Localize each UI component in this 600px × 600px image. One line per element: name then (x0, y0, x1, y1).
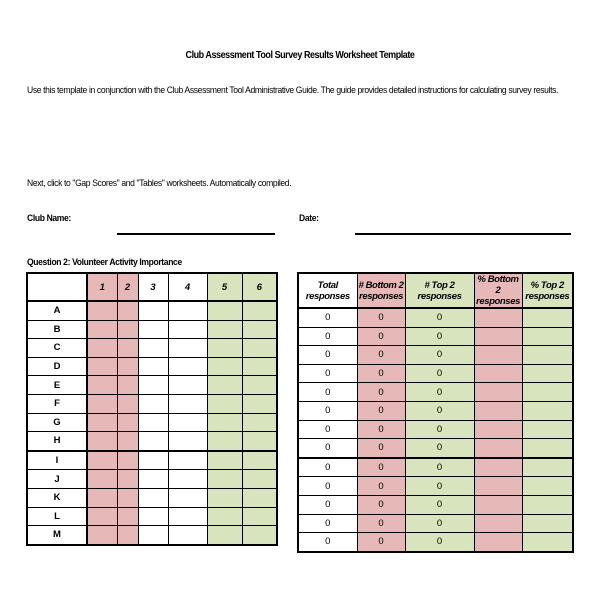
summary-cell: 0 (298, 308, 357, 327)
summary-row (298, 308, 573, 327)
response-cell[interactable] (87, 507, 117, 526)
response-cell[interactable] (138, 357, 168, 376)
response-cell[interactable] (117, 357, 138, 376)
summary-row (298, 346, 573, 365)
response-cell[interactable] (138, 432, 168, 451)
summary-cell: 0 (298, 495, 357, 514)
summary-row (298, 533, 573, 552)
summary-column-header: Total responses (298, 273, 357, 308)
response-cell[interactable] (242, 526, 277, 545)
summary-cell: 0 (405, 308, 474, 327)
column-header-1: 1 (87, 273, 117, 301)
summary-table (297, 272, 574, 553)
summary-cell: 0 (405, 346, 474, 365)
response-cell[interactable] (242, 357, 277, 376)
response-cell[interactable] (168, 301, 207, 320)
response-cell[interactable] (87, 432, 117, 451)
table-row (27, 376, 277, 395)
summary-row (298, 383, 573, 402)
summary-cell: 0 (405, 477, 474, 496)
summary-cell (474, 346, 522, 365)
summary-cell: 0 (357, 420, 405, 439)
response-cell[interactable] (207, 507, 242, 526)
table-row (27, 470, 277, 489)
summary-cell (522, 458, 573, 477)
response-cell[interactable] (117, 394, 138, 413)
response-cell[interactable] (117, 376, 138, 395)
intro-text: Use this template in conjunction with the Club Assessment Tool Administrative Guide. The guide provides detailed instructions for calculating survey results. (27, 85, 559, 96)
response-cell[interactable] (242, 470, 277, 489)
response-cell[interactable] (87, 320, 117, 339)
summary-cell: 0 (405, 439, 474, 458)
column-header-3: 3 (138, 273, 168, 301)
summary-column-header: # Top 2 responses (405, 273, 474, 308)
summary-cell (474, 383, 522, 402)
row-label: B (27, 320, 87, 339)
summary-cell: 0 (357, 364, 405, 383)
summary-cell: 0 (357, 495, 405, 514)
summary-row (298, 420, 573, 439)
response-cell[interactable] (242, 339, 277, 358)
response-cell[interactable] (242, 507, 277, 526)
summary-row (298, 514, 573, 533)
summary-column-header: % Top 2 responses (522, 273, 573, 308)
summary-cell (522, 308, 573, 327)
response-cell[interactable] (138, 320, 168, 339)
summary-cell: 0 (357, 308, 405, 327)
response-cell[interactable] (207, 488, 242, 507)
summary-cell: 0 (298, 364, 357, 383)
table-row (27, 320, 277, 339)
summary-cell (474, 514, 522, 533)
summary-cell: 0 (405, 327, 474, 346)
summary-cell (474, 308, 522, 327)
summary-cell: 0 (405, 514, 474, 533)
response-cell[interactable] (138, 301, 168, 320)
response-cell[interactable] (117, 320, 138, 339)
response-cell[interactable] (168, 413, 207, 432)
club-name-field[interactable] (117, 233, 275, 235)
summary-cell: 0 (298, 514, 357, 533)
summary-cell: 0 (298, 458, 357, 477)
summary-cell (522, 514, 573, 533)
response-cell[interactable] (168, 320, 207, 339)
response-cell[interactable] (117, 432, 138, 451)
response-cell[interactable] (117, 507, 138, 526)
summary-cell: 0 (357, 477, 405, 496)
summary-cell: 0 (298, 346, 357, 365)
row-label: G (27, 413, 87, 432)
summary-cell: 0 (357, 514, 405, 533)
summary-column-header: % Bottom 2 responses (474, 273, 522, 308)
response-cell[interactable] (168, 394, 207, 413)
response-cell[interactable] (207, 526, 242, 545)
response-cell[interactable] (87, 339, 117, 358)
summary-cell (522, 439, 573, 458)
column-header-5: 5 (207, 273, 242, 301)
summary-header-row (298, 273, 573, 308)
summary-cell: 0 (298, 420, 357, 439)
response-cell[interactable] (242, 432, 277, 451)
table-row (27, 451, 277, 470)
date-field[interactable] (355, 233, 571, 235)
summary-cell (474, 420, 522, 439)
response-cell[interactable] (207, 451, 242, 470)
response-cell[interactable] (87, 413, 117, 432)
row-label: D (27, 357, 87, 376)
summary-cell (474, 401, 522, 420)
table-header-row (27, 273, 277, 301)
question-label: Question 2: Volunteer Activity Importance (27, 257, 182, 268)
response-cell[interactable] (207, 413, 242, 432)
row-label: F (27, 394, 87, 413)
summary-row (298, 327, 573, 346)
summary-cell: 0 (405, 495, 474, 514)
summary-cell: 0 (357, 346, 405, 365)
response-cell[interactable] (168, 432, 207, 451)
response-cell[interactable] (138, 451, 168, 470)
response-count-table (26, 272, 278, 546)
table-row (27, 394, 277, 413)
summary-row (298, 401, 573, 420)
summary-cell (522, 327, 573, 346)
response-cell[interactable] (168, 488, 207, 507)
response-cell[interactable] (138, 507, 168, 526)
date-label: Date: (299, 213, 319, 224)
response-cell[interactable] (87, 526, 117, 545)
summary-cell (522, 495, 573, 514)
summary-cell: 0 (298, 533, 357, 552)
summary-cell: 0 (357, 439, 405, 458)
row-label: K (27, 488, 87, 507)
response-cell[interactable] (87, 301, 117, 320)
response-cell[interactable] (242, 320, 277, 339)
club-name-label: Club Name: (27, 213, 71, 224)
summary-row (298, 495, 573, 514)
summary-cell: 0 (405, 420, 474, 439)
response-cell[interactable] (168, 451, 207, 470)
response-cell[interactable] (117, 301, 138, 320)
column-header-2: 2 (117, 273, 138, 301)
summary-cell: 0 (405, 383, 474, 402)
response-cell[interactable] (242, 413, 277, 432)
row-label: C (27, 339, 87, 358)
summary-cell: 0 (357, 458, 405, 477)
response-cell[interactable] (117, 339, 138, 358)
column-header-6: 6 (242, 273, 277, 301)
summary-cell: 0 (357, 383, 405, 402)
response-cell[interactable] (168, 470, 207, 489)
table-row (27, 432, 277, 451)
response-cell[interactable] (87, 488, 117, 507)
summary-cell (522, 420, 573, 439)
summary-cell: 0 (298, 327, 357, 346)
response-cell[interactable] (207, 432, 242, 451)
row-label: L (27, 507, 87, 526)
summary-cell (474, 495, 522, 514)
response-cell[interactable] (138, 394, 168, 413)
summary-cell (522, 364, 573, 383)
summary-cell: 0 (357, 401, 405, 420)
response-cell[interactable] (138, 488, 168, 507)
row-label: M (27, 526, 87, 545)
response-cell[interactable] (242, 488, 277, 507)
response-cell[interactable] (168, 357, 207, 376)
response-cell[interactable] (87, 394, 117, 413)
summary-cell: 0 (405, 364, 474, 383)
summary-cell (522, 477, 573, 496)
table-row (27, 357, 277, 376)
response-cell[interactable] (207, 376, 242, 395)
response-cell[interactable] (168, 339, 207, 358)
summary-column-header: # Bottom 2 responses (357, 273, 405, 308)
table-row (27, 301, 277, 320)
summary-cell: 0 (298, 401, 357, 420)
summary-cell: 0 (405, 458, 474, 477)
response-cell[interactable] (168, 526, 207, 545)
response-cell[interactable] (242, 301, 277, 320)
response-cell[interactable] (207, 301, 242, 320)
response-cell[interactable] (87, 357, 117, 376)
summary-cell (474, 364, 522, 383)
summary-row (298, 477, 573, 496)
response-cell[interactable] (117, 526, 138, 545)
summary-cell: 0 (357, 533, 405, 552)
response-cell[interactable] (138, 339, 168, 358)
summary-cell (522, 346, 573, 365)
summary-cell (474, 458, 522, 477)
summary-cell (474, 327, 522, 346)
next-instructions: Next, click to "Gap Scores" and "Tables" worksheets. Automatically compiled. (27, 178, 292, 189)
response-cell[interactable] (207, 339, 242, 358)
summary-cell: 0 (298, 383, 357, 402)
column-header-4: 4 (168, 273, 207, 301)
row-label: A (27, 301, 87, 320)
summary-row (298, 439, 573, 458)
table-row (27, 339, 277, 358)
corner-cell (27, 273, 87, 301)
summary-cell: 0 (298, 477, 357, 496)
response-cell[interactable] (242, 376, 277, 395)
summary-cell (474, 533, 522, 552)
response-cell[interactable] (117, 488, 138, 507)
response-cell[interactable] (138, 376, 168, 395)
response-cell[interactable] (87, 376, 117, 395)
summary-cell: 0 (298, 439, 357, 458)
table-row (27, 526, 277, 545)
response-cell[interactable] (138, 470, 168, 489)
summary-cell (522, 383, 573, 402)
response-cell[interactable] (168, 376, 207, 395)
page-title: Club Assessment Tool Survey Results Worksheet Template (185, 50, 415, 61)
table-row (27, 488, 277, 507)
response-cell[interactable] (87, 451, 117, 470)
row-label: J (27, 470, 87, 489)
response-cell[interactable] (168, 507, 207, 526)
response-cell[interactable] (242, 394, 277, 413)
summary-cell (474, 477, 522, 496)
row-label: E (27, 376, 87, 395)
response-cell[interactable] (207, 470, 242, 489)
table-row (27, 507, 277, 526)
summary-cell (474, 439, 522, 458)
response-cell[interactable] (138, 413, 168, 432)
summary-row (298, 458, 573, 477)
response-cell[interactable] (207, 357, 242, 376)
summary-cell (522, 533, 573, 552)
row-label: I (27, 451, 87, 470)
response-cell[interactable] (117, 470, 138, 489)
response-cell[interactable] (242, 451, 277, 470)
response-cell[interactable] (207, 394, 242, 413)
summary-cell (522, 401, 573, 420)
table-row (27, 413, 277, 432)
summary-cell: 0 (357, 327, 405, 346)
response-cell[interactable] (117, 413, 138, 432)
response-cell[interactable] (117, 451, 138, 470)
summary-cell: 0 (405, 533, 474, 552)
response-cell[interactable] (138, 526, 168, 545)
summary-row (298, 364, 573, 383)
response-cell[interactable] (87, 470, 117, 489)
summary-cell: 0 (405, 401, 474, 420)
response-cell[interactable] (207, 320, 242, 339)
row-label: H (27, 432, 87, 451)
